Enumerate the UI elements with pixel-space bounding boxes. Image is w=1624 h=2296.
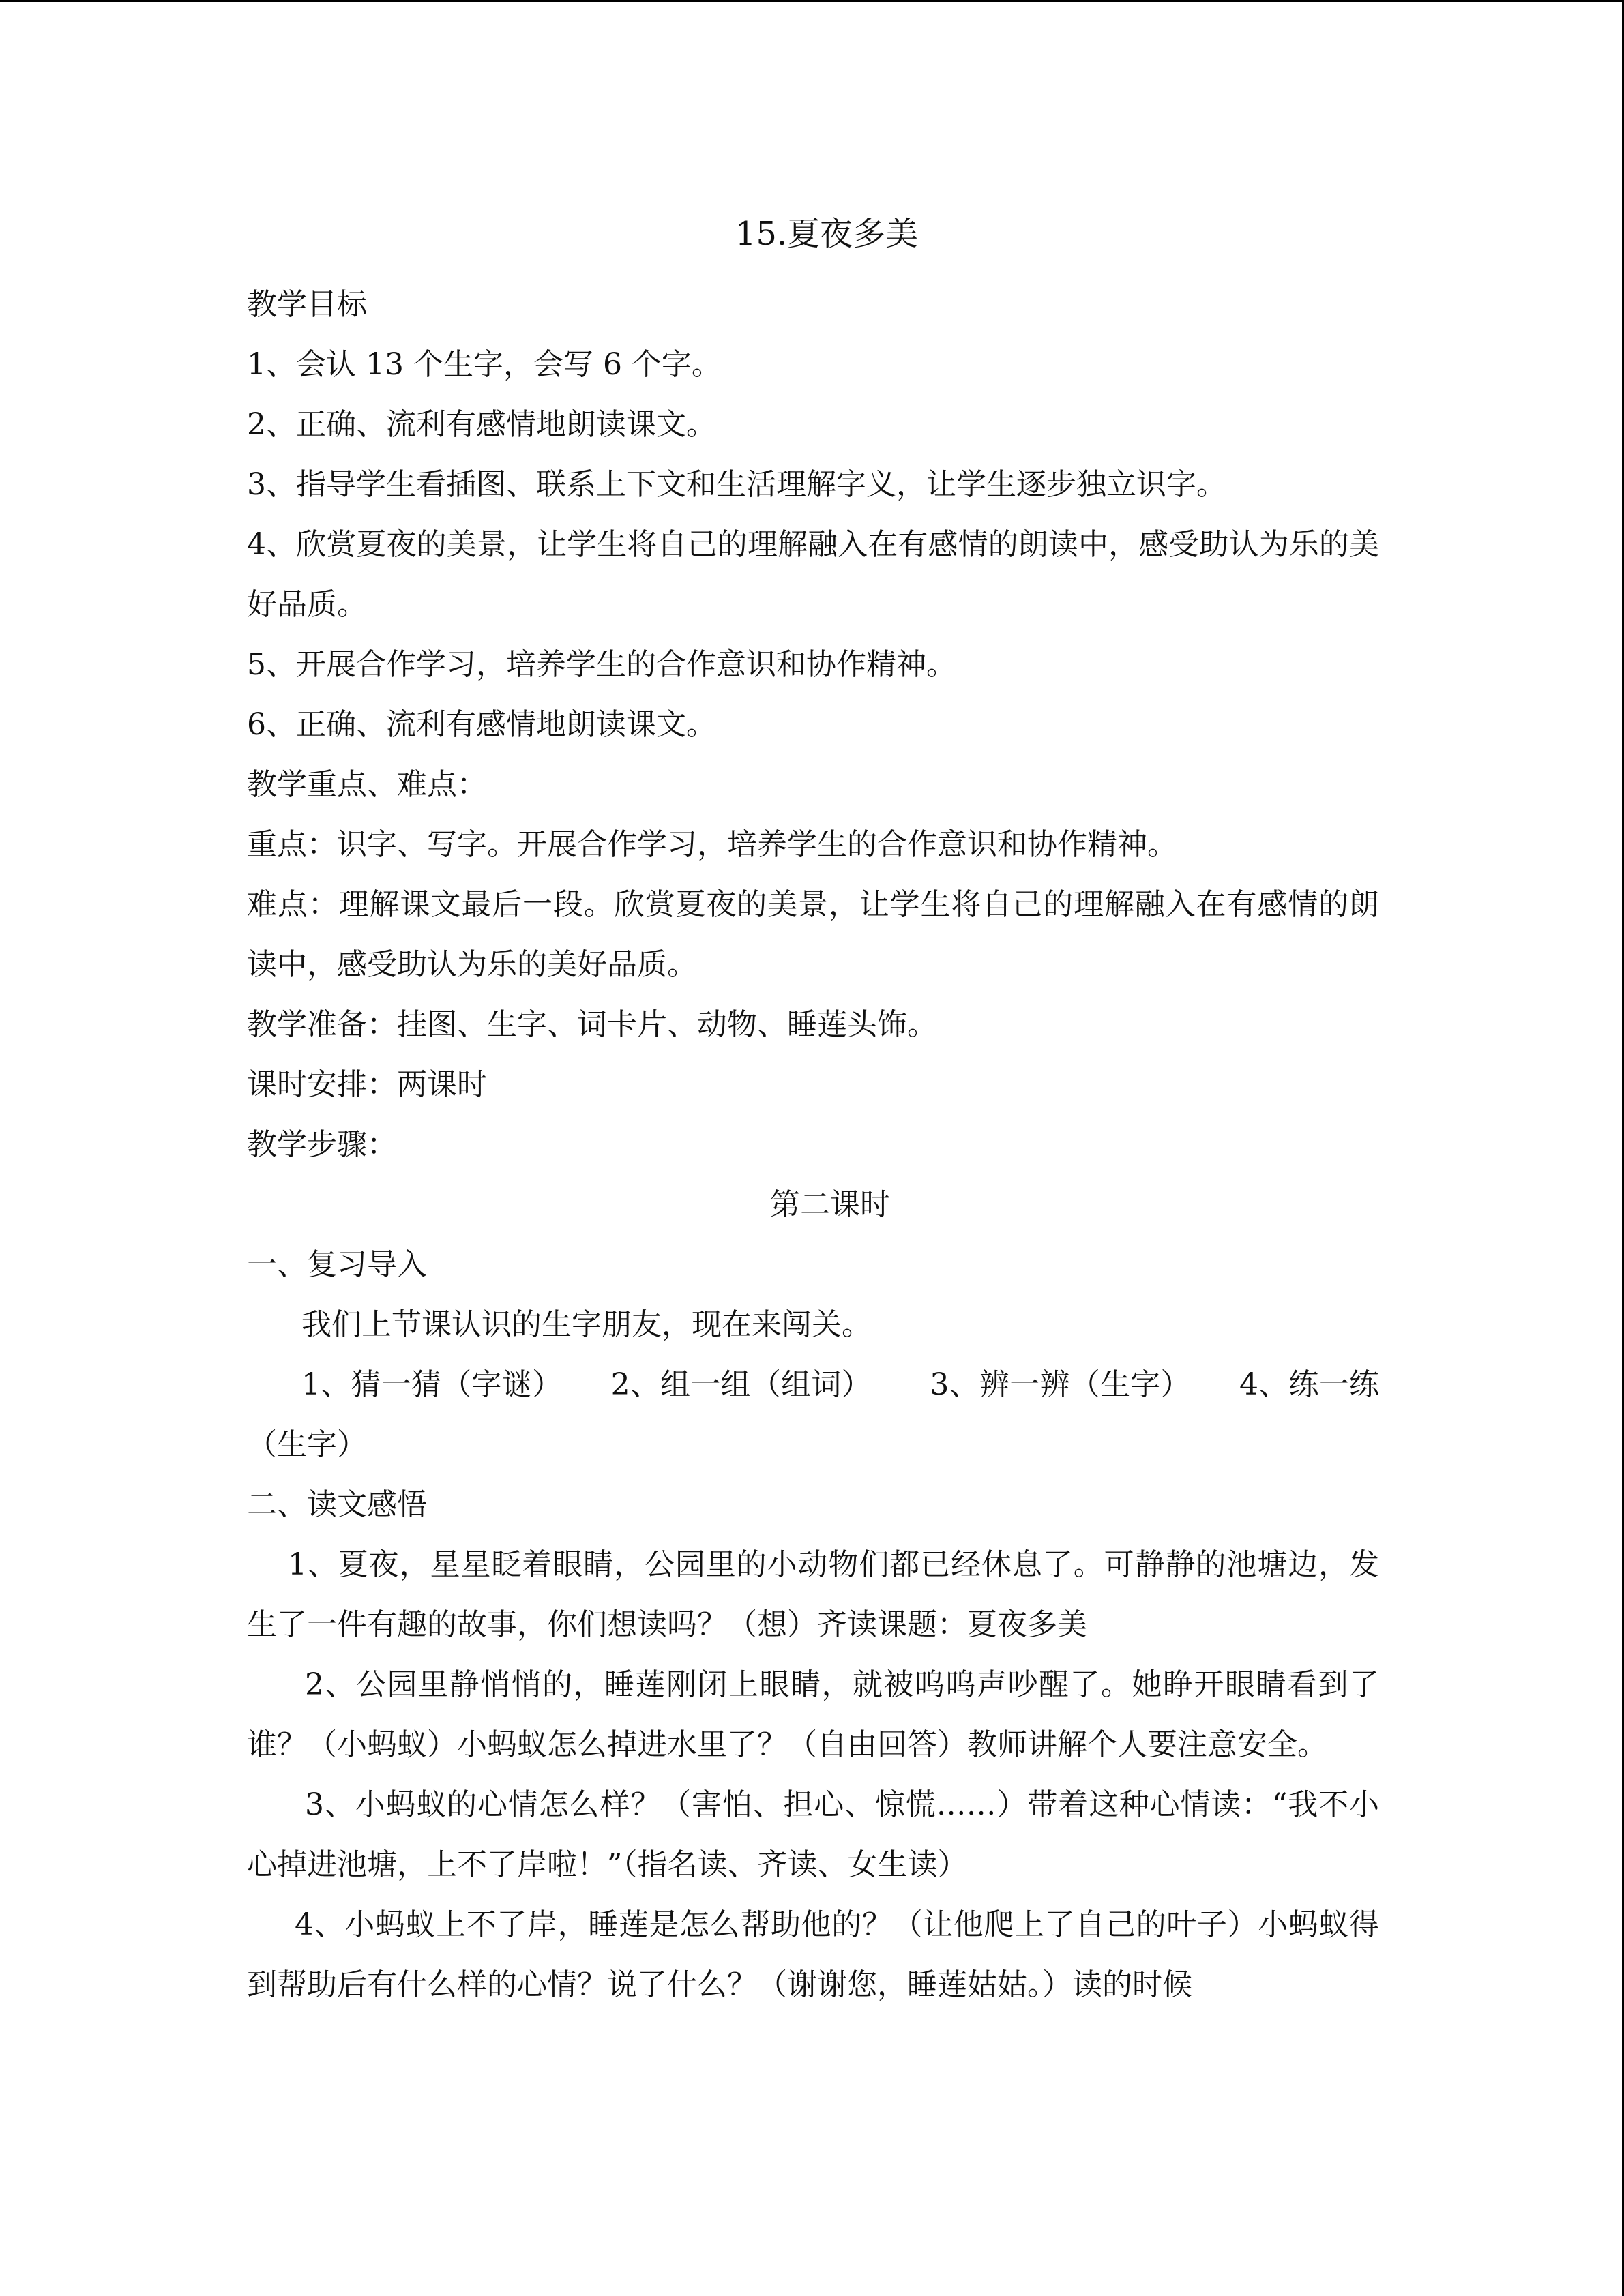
goal-item-6: 6、正确、流利有感情地朗读课文。 xyxy=(247,707,716,742)
section-2-paragraph-1: 1、夏夜，星星眨着眼睛，公园里的小动物们都已经休息了。可静静的池塘边，发生了一件有趣的故事，你们想读吗？（想）齐读课题：夏夜多美 xyxy=(247,1547,1379,1642)
lesson-heading: 第二课时 xyxy=(770,1187,890,1222)
section-2-paragraph-3: 3、小蚂蚁的心情怎么样？（害怕、担心、惊慌……）带着这种心情读：“我不小心掉进池塘，上不了岸啦！”（指名读、齐读、女生读） xyxy=(247,1787,1379,1882)
heading-key-points: 教学重点、难点： xyxy=(247,767,487,802)
activity-combine: 2、组一组（组词） xyxy=(610,1367,872,1402)
key-point: 重点：识字、写字。开展合作学习，培养学生的合作意识和协作精神。 xyxy=(247,827,1177,862)
section-1-heading: 一、复习导入 xyxy=(247,1247,427,1282)
goal-item-2: 2、正确、流利有感情地朗读课文。 xyxy=(247,407,716,442)
section-2-paragraph-4: 4、小蚂蚁上不了岸，睡莲是怎么帮助他的？（让他爬上了自己的叶子）小蚂蚁得到帮助后有什么样的心情？说了什么？（谢谢您，睡莲姑姑。）读的时候 xyxy=(247,1907,1379,2002)
goal-item-4: 4、欣赏夏夜的美景，让学生将自己的理解融入在有感情的朗读中，感受助认为乐的美好品质。 xyxy=(247,527,1379,622)
heading-teaching-steps: 教学步骤： xyxy=(247,1127,397,1162)
goal-item-1: 1、会认 13 个生字，会写 6 个字。 xyxy=(247,347,722,382)
lesson-schedule: 课时安排：两课时 xyxy=(247,1067,487,1102)
document-title: 15.夏夜多美 xyxy=(735,215,919,253)
heading-teaching-goals: 教学目标 xyxy=(247,287,367,322)
goal-item-3: 3、指导学生看插图、联系上下文和生活理解字义，让学生逐步独立识字。 xyxy=(247,467,1226,502)
teaching-preparation: 教学准备：挂图、生字、词卡片、动物、睡莲头饰。 xyxy=(247,1007,937,1042)
activity-guess: 1、猜一猜（字谜） xyxy=(301,1367,563,1402)
document-content xyxy=(247,207,1379,2015)
section-2-heading: 二、读文感悟 xyxy=(247,1487,427,1522)
section-1-activities xyxy=(247,1355,1379,1475)
difficult-point: 难点：理解课文最后一段。欣赏夏夜的美景，让学生将自己的理解融入在有感情的朗读中，感受助认为乐的美好品质。 xyxy=(247,887,1379,982)
section-1-intro: 我们上节课认识的生字朋友，现在来闯关。 xyxy=(301,1307,872,1342)
activity-distinguish: 3、辨一辨（生字） xyxy=(930,1367,1191,1402)
activity-practice: 4、练一练（生字） xyxy=(247,1367,1380,1462)
section-2-paragraph-2: 2、公园里静悄悄的，睡莲刚闭上眼睛，就被呜呜声吵醒了。她睁开眼睛看到了谁？（小蚂蚁）小蚂蚁怎么掉进水里了？（自由回答）教师讲解个人要注意安全。 xyxy=(247,1667,1379,1762)
goal-item-5: 5、开展合作学习，培养学生的合作意识和协作精神。 xyxy=(247,647,956,682)
